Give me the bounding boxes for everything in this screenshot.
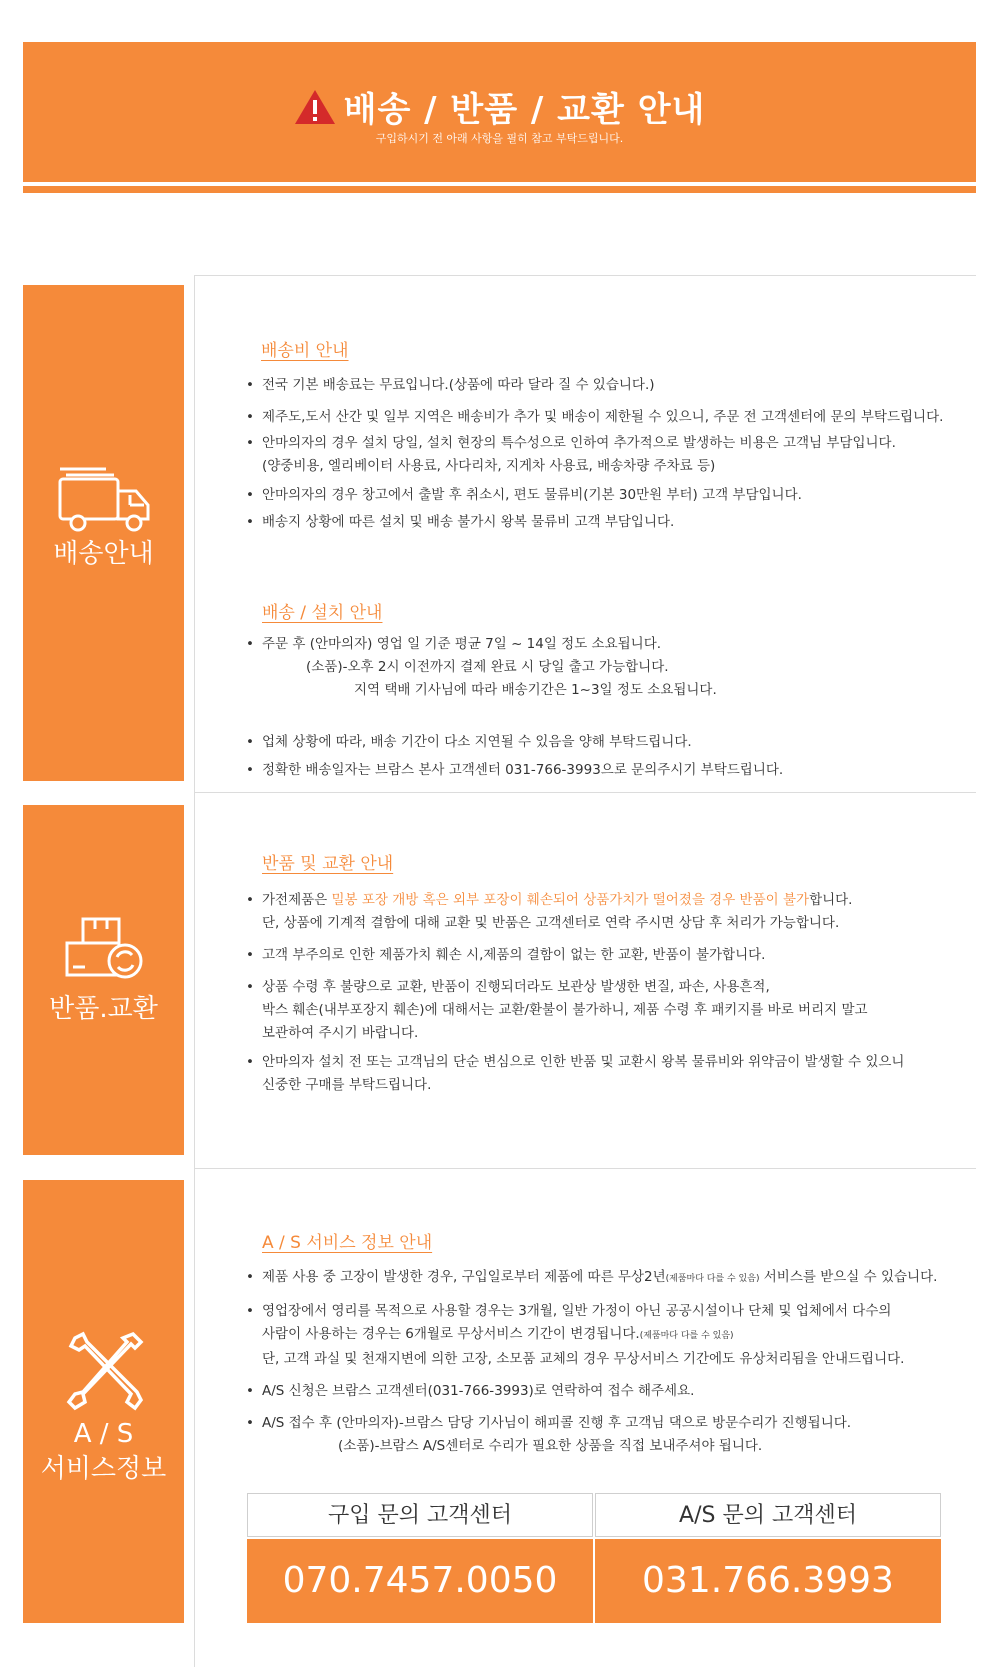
- returns-label: 반품.교환: [49, 994, 158, 1024]
- list-item-text: 단, 상품에 기계적 결함에 대해 교환 및 반품은 고객센터로 연락 주시면 상담 후 처리가 가능합니다.: [262, 915, 840, 931]
- purchase-contact-title: 구입 문의 고객센터: [247, 1493, 593, 1537]
- list-item: • 안마의자의 경우 창고에서 출발 후 취소시, 편도 물류비(기본 30만원 부터) 고객 부담입니다.: [246, 484, 943, 507]
- list-item-text: 제품 사용 중 고장이 발생한 경우, 구입일로부터 제품에 따른 무상2년: [262, 1269, 666, 1285]
- install-list: [246, 633, 783, 782]
- list-item-text: (소품)-브람스 A/S센터로 수리가 필요한 상품을 직접 보내주셔야 됩니다.: [338, 1438, 763, 1454]
- list-item: • 제주도,도서 산간 및 일부 지역은 배송비가 추가 및 배송이 제한될 수 있으니, 주문 전 고객센터에 문의 부탁드립니다.: [246, 406, 943, 429]
- list-item: [246, 1266, 937, 1291]
- purchase-contact-number[interactable]: 070.7457.0050: [247, 1539, 593, 1623]
- header-banner: [23, 42, 976, 182]
- list-item: • 업체 상황에 따라, 배송 기간이 다소 지연될 수 있음을 양해 부탁드립니다.: [246, 731, 783, 754]
- list-item: • 배송지 상황에 따른 설치 및 배송 불가시 왕복 물류비 고객 부담입니다.: [246, 511, 943, 534]
- returns-list: [246, 889, 904, 1097]
- list-item-text: 영업장에서 영리를 목적으로 사용할 경우는 3개월, 일반 가정이 아닌 공공시설이나 단체 및 업체에서 다수의: [262, 1303, 892, 1319]
- as-contact-number[interactable]: 031.766.3993: [595, 1539, 941, 1623]
- as-heading: A / S 서비스 정보 안내: [262, 1233, 433, 1253]
- as-sidebar: [23, 1180, 184, 1623]
- list-item-text: 신중한 구매를 부탁드립니다.: [262, 1077, 432, 1093]
- list-item-text: 보관하여 주시기 바랍니다.: [262, 1025, 419, 1041]
- vertical-divider: [194, 275, 195, 1667]
- list-item-text: 안마의자 설치 전 또는 고객님의 단순 변심으로 인한 반품 및 교환시 왕복 물류비와 위약금이 발생할 수 있으니: [262, 1054, 905, 1070]
- page-subtitle: 구입하시기 전 아래 사항을 필히 참고 부탁드립니다.: [375, 132, 624, 145]
- tools-icon: [61, 1328, 147, 1418]
- install-heading: 배송 / 설치 안내: [262, 603, 383, 623]
- list-item-text: 상품 수령 후 불량으로 교환, 반품이 진행되더라도 보관상 발생한 변질, 파손, 사용흔적,: [262, 979, 770, 995]
- purchase-contact: [247, 1493, 593, 1623]
- list-item: [246, 1412, 937, 1458]
- list-item: [246, 976, 904, 1045]
- highlight-text: 밀봉 포장 개방 혹은 외부 포장이 훼손되어 상품가치가 떨어졌을 경우 반품이 불가: [331, 892, 810, 908]
- list-item-text: A/S 접수 후 (안마의자)-브람스 담당 기사님이 해피콜 진행 후 고객님 댁으로 방문수리가 진행됩니다.: [262, 1415, 852, 1431]
- list-item-note: (제품마다 다를 수 있음): [639, 1331, 734, 1341]
- truck-icon: [56, 465, 152, 539]
- as-contact: [595, 1493, 941, 1623]
- list-item: [246, 432, 943, 478]
- list-item: [246, 1300, 937, 1371]
- shipping-fee-heading: 배송비 안내: [261, 341, 349, 361]
- list-item-text: (소품)-오후 2시 이전까지 결제 완료 시 당일 출고 가능합니다.: [306, 659, 669, 675]
- shipping-fee-list: [246, 374, 943, 534]
- list-item: • 고객 부주의로 인한 제품가치 훼손 시,제품의 결함이 없는 한 교환, 반품이 불가합니다.: [246, 944, 904, 967]
- list-item-text: 가전제품은: [262, 892, 332, 908]
- divider: [194, 1168, 976, 1169]
- page-title-text: 배송 / 반품 / 교환 안내: [343, 90, 706, 130]
- list-item: [246, 889, 904, 935]
- warning-icon: [294, 89, 336, 134]
- list-item: [246, 633, 783, 702]
- box-exchange-icon: [65, 915, 145, 989]
- list-item: [246, 1051, 904, 1097]
- list-item-text: 서비스를 받으실 수 있습니다.: [759, 1269, 938, 1285]
- divider: [194, 792, 976, 793]
- list-item-text: 단, 고객 과실 및 천재지변에 의한 고장, 소모품 교체의 경우 무상서비스 기간에도 유상처리됨을 안내드립니다.: [262, 1351, 905, 1367]
- list-item-text: 주문 후 (안마의자) 영업 일 기준 평균 7일 ~ 14일 정도 소요됩니다.: [262, 636, 662, 652]
- as-list: [246, 1266, 937, 1458]
- returns-heading: 반품 및 교환 안내: [262, 854, 394, 874]
- delivery-sidebar: [23, 285, 184, 781]
- list-item: • 정확한 배송일자는 브람스 본사 고객센터 031-766-3993으로 문의주시기 부탁드립니다.: [246, 759, 783, 782]
- list-item: • A/S 신청은 브람스 고객센터(031-766-3993)로 연락하여 접수 해주세요.: [246, 1380, 937, 1403]
- delivery-label: 배송안내: [53, 539, 154, 569]
- list-item: • 전국 기본 배송료는 무료입니다.(상품에 따라 달라 질 수 있습니다.): [246, 374, 943, 397]
- list-item-text: 안마의자의 경우 설치 당일, 설치 현장의 특수성으로 인하여 추가적으로 발생하는 비용은 고객님 부담입니다.: [262, 435, 896, 451]
- list-item-text: 합니다.: [809, 892, 853, 908]
- list-item-text: 박스 훼손(내부포장지 훼손)에 대해서는 교환/환불이 불가하니, 제품 수령 후 패키지를 바로 버리지 말고: [262, 1002, 868, 1018]
- list-item-note: (제품마다 다를 수 있음): [665, 1274, 760, 1284]
- header-underline: [23, 186, 976, 193]
- as-contact-title: A/S 문의 고객센터: [595, 1493, 941, 1537]
- list-item-text: 사람이 사용하는 경우는 6개월로 무상서비스 기간이 변경됩니다.: [262, 1326, 640, 1342]
- as-label-line1: A / S: [73, 1419, 134, 1449]
- returns-sidebar: [23, 805, 184, 1155]
- list-item-text: (양중비용, 엘리베이터 사용료, 사다리차, 지게차 사용료, 배송차량 주차료 등): [262, 458, 716, 474]
- divider: [194, 275, 976, 276]
- as-label-line2: 서비스정보: [40, 1454, 167, 1484]
- list-item-text: 지역 택배 기사님에 따라 배송기간은 1~3일 정도 소요됩니다.: [354, 682, 717, 698]
- page-title: [23, 82, 976, 134]
